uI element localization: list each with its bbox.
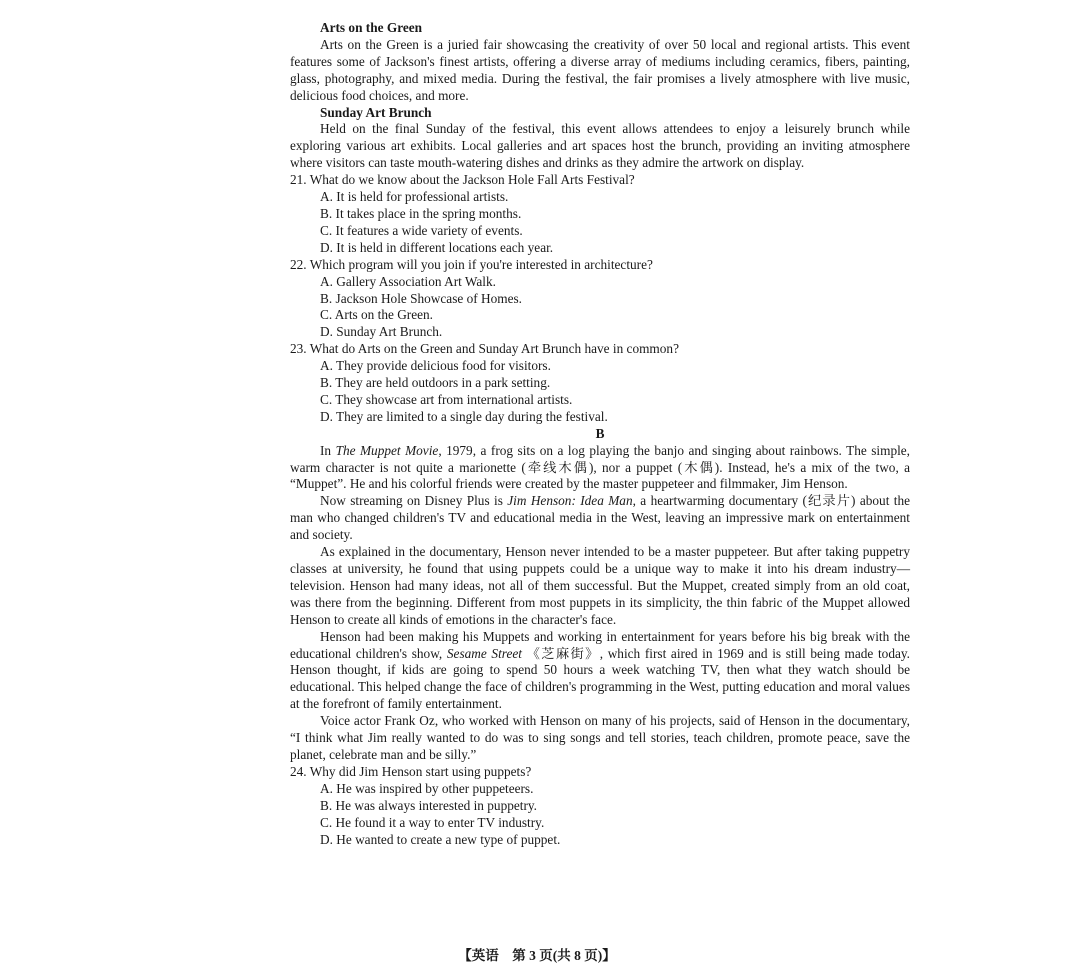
paragraph-b4	[290, 629, 910, 714]
question-22	[290, 257, 910, 342]
question-option: D. They are limited to a single day during the festival.	[320, 408, 608, 424]
text-span: Now streaming on Disney Plus is	[320, 493, 508, 509]
paragraph-b2	[290, 493, 910, 544]
paragraph-b1	[290, 443, 910, 494]
question-option: A. It is held for professional artists.	[320, 189, 509, 205]
section-heading-arts-green: Arts on the Green	[320, 20, 423, 35]
question-option: C. They showcase art from international artists.	[320, 391, 573, 407]
question-option: B. It takes place in the spring months.	[320, 205, 522, 221]
section-letter-b: B	[595, 425, 605, 441]
question-24	[290, 764, 910, 849]
question-option: C. He found it a way to enter TV industry.	[320, 814, 545, 830]
question-stem: 21. What do we know about the Jackson Hole Fall Arts Festival?	[290, 172, 635, 188]
page-footer: 【英语 第 3 页(共 8 页)】	[458, 948, 616, 963]
question-option: B. Jackson Hole Showcase of Homes.	[320, 290, 523, 306]
question-option: C. Arts on the Green.	[320, 307, 434, 323]
question-option: A. Gallery Association Art Walk.	[320, 273, 496, 289]
show-title: Sesame Street	[446, 645, 522, 661]
text-span: Henson had been making his Muppets and working in entertainment for years before his big break with the educational children's show,	[290, 628, 910, 661]
question-option: B. They are held outdoors in a park setting.	[320, 375, 551, 391]
text-span: In	[320, 442, 336, 458]
page-content	[290, 20, 910, 848]
documentary-title: Jim Henson: Idea Man	[507, 493, 633, 509]
paragraph-b5: Voice actor Frank Oz, who worked with Henson on many of his projects, said of Henson in the documentary, “I think what Jim really wanted to do was to sing songs and tell stories, teach children, promote peace, save the planet, celebrate man and be silly.”	[290, 713, 910, 762]
text-span: 《芝麻街》, which first aired in 1969 and is still being made today. Henson thought, if kids are going to spend 50 hours a week watching TV, then what they watch should be educational. This helped change the face of children's programming in the West, putting education and moral values at the forefront of family entertainment.	[290, 645, 910, 712]
section-heading-brunch: Sunday Art Brunch	[320, 104, 432, 120]
question-stem: 23. What do Arts on the Green and Sunday Art Brunch have in common?	[290, 341, 679, 357]
question-stem: 22. Which program will you join if you're interested in architecture?	[290, 256, 653, 272]
question-23	[290, 341, 910, 426]
question-option: D. Sunday Art Brunch.	[320, 324, 443, 340]
question-option: C. It features a wide variety of events.	[320, 222, 523, 238]
question-option: A. They provide delicious food for visitors.	[320, 358, 551, 374]
paragraph-brunch: Held on the final Sunday of the festival, this event allows attendees to enjoy a leisurely brunch while exploring various art exhibits. Local galleries and art spaces host the brunch, providing an inviting atmosphere where visitors can taste mouth-watering dishes and drinks as they admire the artwork on display.	[290, 121, 910, 171]
text-span: , 1979, a frog sits on a log playing the banjo and singing about rainbows. The simple, warm character is not quite a marionette (牵线木偶), nor a puppet (木偶). Instead, he's a mix of the two, a “Muppet”. He and his colorful friends were created by the master puppeteer and filmmaker, Jim Henson.	[290, 442, 911, 492]
question-21	[290, 172, 910, 257]
question-option: D. It is held in different locations each year.	[320, 239, 554, 255]
paragraph-arts-green: Arts on the Green is a juried fair showcasing the creativity of over 50 local and regional artists. This event features some of Jackson's finest artists, offering a diverse array of mediums including ceramics, fibers, painting, glass, photography, and mixed media. During the festival, the fair promises a lively atmosphere with live music, delicious food choices, and more.	[290, 36, 910, 103]
text-span: , a heartwarming documentary (纪录片) about the man who changed children's TV and educational media in the West, leaving an impressive mark on entertainment and society.	[290, 493, 910, 543]
question-option: D. He wanted to create a new type of puppet.	[320, 831, 561, 847]
question-option: A. He was inspired by other puppeteers.	[320, 780, 534, 796]
movie-title: The Muppet Movie	[335, 442, 439, 458]
question-option: B. He was always interested in puppetry.	[320, 797, 538, 813]
paragraph-b3: As explained in the documentary, Henson never intended to be a master puppeteer. But after taking puppetry classes at university, he found that using puppets could be a unique way to make it into his dream industry—television. Henson had many ideas, not all of them successful. But the Muppet, created simply from an old coat, was there from the beginning. Different from most puppets in its simplicity, the thin fabric of the Muppet allowed Henson to create all kinds of emotions in the character's face.	[290, 544, 910, 627]
question-stem: 24. Why did Jim Henson start using puppets?	[290, 763, 532, 779]
